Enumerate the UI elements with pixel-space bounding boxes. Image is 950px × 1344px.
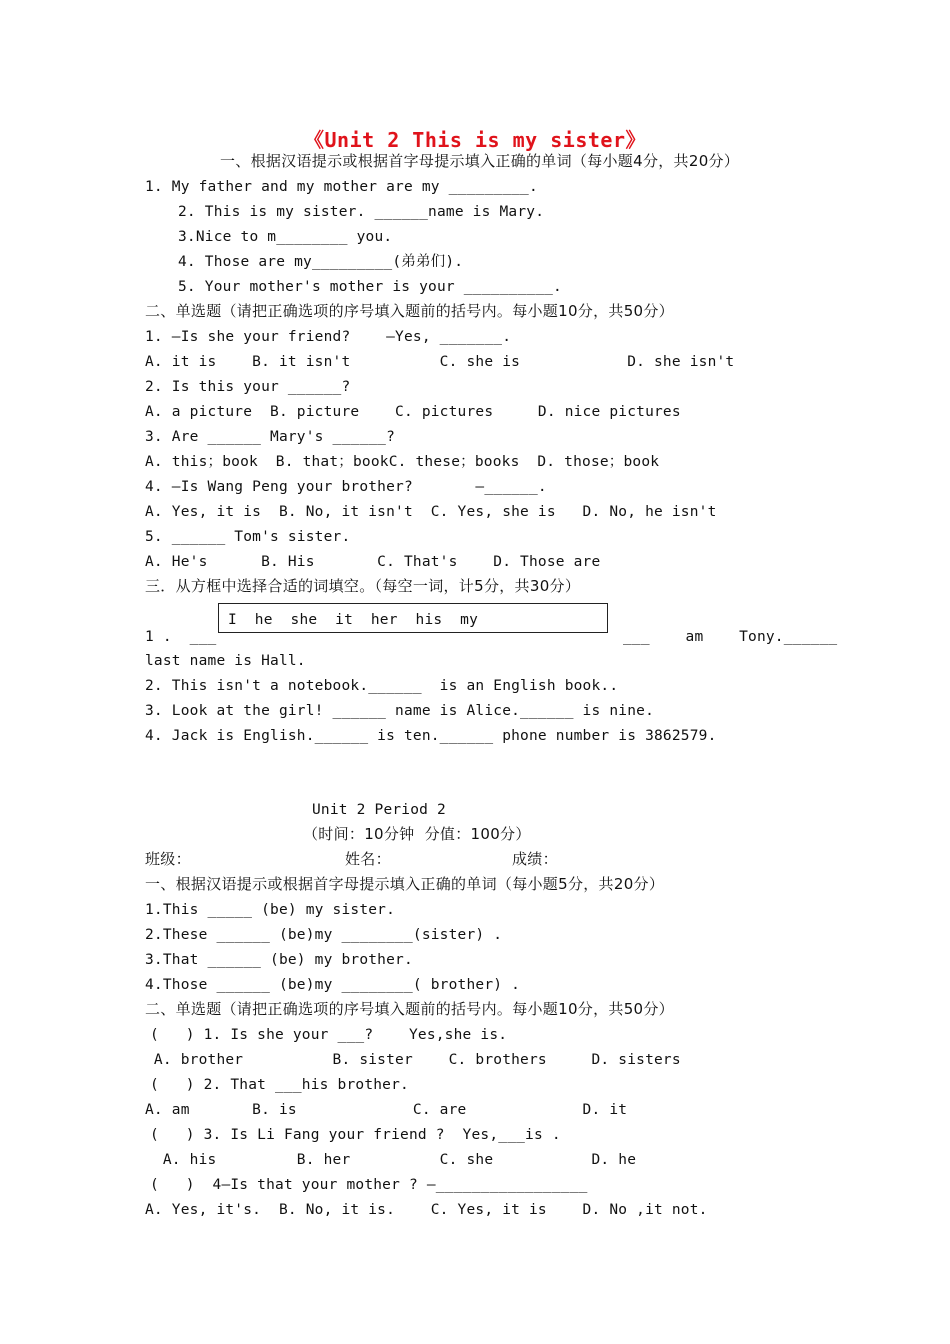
question-line: 4. Jack is English.______ is ten.______ phone number is 3862579. bbox=[145, 728, 717, 744]
question-line: 3. Are ______ Mary's ______? bbox=[145, 429, 396, 445]
options-line: A. He's B. His C. That's D. Those are bbox=[145, 554, 601, 570]
question-line: 4. Those are my_________(弟弟们). bbox=[178, 254, 464, 270]
section-heading-p2-1: 一、根据汉语提示或根据首字母提示填入正确的单词（每小题5分，共20分） bbox=[145, 875, 665, 893]
time-info: （时间：10分钟 分值：100分） bbox=[303, 825, 531, 843]
question-line: 1 . ___ bbox=[145, 629, 217, 645]
question-line: 4.Those ______ (be)my ________( brother) . bbox=[145, 977, 521, 993]
name-label: 姓名： bbox=[345, 850, 391, 868]
options-line: A. am B. is C. are D. it bbox=[145, 1102, 628, 1118]
options-line: A. it is B. it isn't C. she is D. she isn't bbox=[145, 354, 735, 370]
question-line: 1. My father and my mother are my _________. bbox=[145, 179, 538, 195]
options-line: A. his B. her C. she D. he bbox=[145, 1152, 637, 1168]
question-line: 2.These ______ (be)my ________(sister) . bbox=[145, 927, 503, 943]
section-heading-1: 一、根据汉语提示或根据首字母提示填入正确的单词（每小题4分，共20分） bbox=[220, 152, 740, 170]
section-heading-2: 二、单选题（请把正确选项的序号填入题前的括号内。每小题10分，共50分） bbox=[145, 302, 674, 320]
question-line: 1.This _____ (be) my sister. bbox=[145, 902, 396, 918]
question-line: 2. This isn't a notebook.______ is an English book.. bbox=[145, 678, 619, 694]
section-heading-3: 三．从方框中选择合适的词填空。（每空一词，计5分，共30分） bbox=[145, 577, 581, 595]
question-line: ( ) 2. That ___his brother. bbox=[150, 1077, 409, 1093]
options-line: A. Yes, it's. B. No, it is. C. Yes, it is D. No ,it not. bbox=[145, 1202, 708, 1218]
score-label: 成绩： bbox=[512, 850, 558, 868]
question-line: ( ) 3. Is Li Fang your friend ? Yes,___is . bbox=[150, 1127, 561, 1143]
word-box-words: I he she it her his my bbox=[228, 612, 479, 628]
question-line: 5. ______ Tom's sister. bbox=[145, 529, 351, 545]
question-line: 1. —Is she your friend? —Yes, _______. bbox=[145, 329, 512, 345]
question-line: ___ am Tony.______ bbox=[623, 629, 838, 645]
question-line: 3.That ______ (be) my brother. bbox=[145, 952, 413, 968]
question-line: 2. Is this your ______? bbox=[145, 379, 351, 395]
period-title: Unit 2 Period 2 bbox=[312, 802, 446, 818]
question-line: last name is Hall. bbox=[145, 653, 306, 669]
class-label: 班级： bbox=[145, 850, 191, 868]
question-line: ( ) 1. Is she your ___? Yes,she is. bbox=[150, 1027, 508, 1043]
options-line: A. a picture B. picture C. pictures D. nice pictures bbox=[145, 404, 681, 420]
word-box bbox=[218, 603, 608, 633]
options-line: A. Yes, it is B. No, it isn't C. Yes, she is D. No, he isn't bbox=[145, 504, 717, 520]
question-line: 5. Your mother's mother is your __________. bbox=[178, 279, 562, 295]
question-line: 4. —Is Wang Peng your brother? —______. bbox=[145, 479, 547, 495]
options-line: A. this；book B. that；bookC. these；books D. those；book bbox=[145, 454, 660, 470]
question-line: 2. This is my sister. ______name is Mary. bbox=[178, 204, 545, 220]
page-title: 《Unit 2 This is my sister》 bbox=[304, 128, 646, 152]
question-line: 3.Nice to m________ you. bbox=[178, 229, 393, 245]
question-line: 3. Look at the girl! ______ name is Alice.______ is nine. bbox=[145, 703, 654, 719]
question-line: ( ) 4—Is that your mother ? —_________________ bbox=[150, 1177, 588, 1193]
options-line: A. brother B. sister C. brothers D. sisters bbox=[145, 1052, 681, 1068]
section-heading-p2-2: 二、单选题（请把正确选项的序号填入题前的括号内。每小题10分，共50分） bbox=[145, 1000, 674, 1018]
